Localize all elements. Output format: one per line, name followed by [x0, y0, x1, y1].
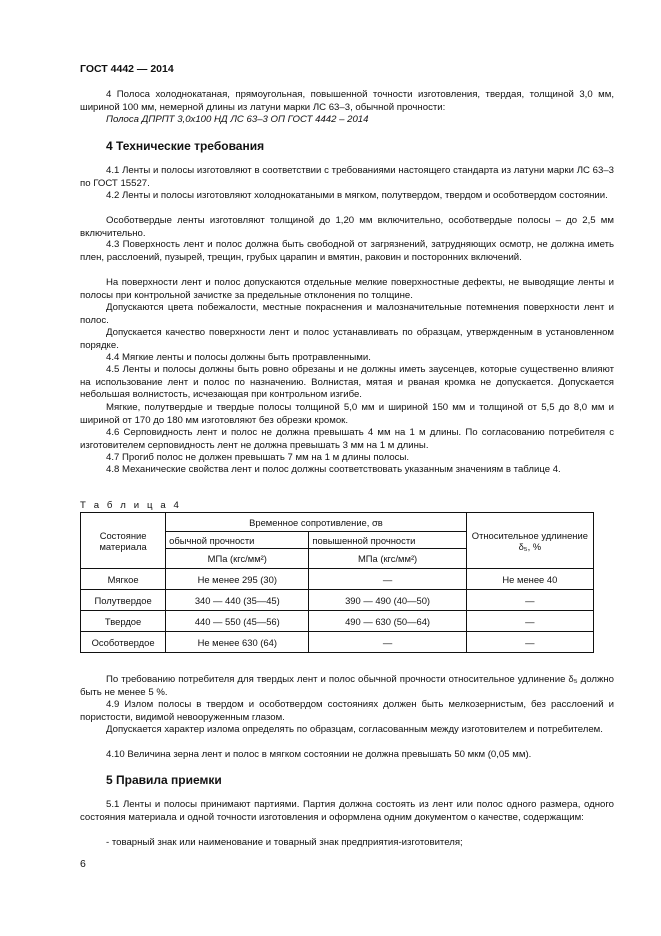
para-4-6: 4.6 Серповидность лент и полос не должна превышать 4 мм на 1 м длины. По согласованию потребителя с изготовителем серповидность лент не должна превышать 3 мм на 1 м длины.	[80, 427, 614, 451]
header-unit-high: МПа (кгс/мм²)	[309, 549, 466, 569]
cell-elongation: Не менее 40	[466, 569, 593, 590]
header-unit-normal: МПа (кгс/мм²)	[166, 549, 309, 569]
para-4-9-samples: Допускается характер излома определять по образцам, согласованным между изготовителем и потребителем.	[106, 724, 603, 735]
cell-elongation: —	[466, 590, 593, 611]
cell-high: —	[309, 632, 466, 653]
para-4-4: 4.4 Мягкие ленты и полосы должны быть протравленными.	[106, 352, 371, 363]
para-4-10: 4.10 Величина зерна лент и полос в мягком состоянии не должна превышать 50 мкм (0,05 мм).	[106, 749, 532, 760]
para-4-5-edges: Мягкие, полутвердые и твердые полосы толщиной 5,0 мм и шириной 150 мм и толщиной от 5,5 до 8,0 мм и шириной от 170 до 180 мм изготовляют без обрезки кромок.	[80, 402, 614, 426]
table-row	[81, 632, 594, 653]
list-item-trademark: - товарный знак или наименование и товарный знак предприятия-изготовителя;	[106, 837, 463, 848]
para-4-8: 4.8 Механические свойства лент и полос должны соответствовать указанным значениям в таблице 4.	[106, 464, 561, 475]
para-4-3-colors: Допускаются цвета побежалости, местные покраснения и малозначительные потемнения поверхности лент и полос.	[80, 302, 614, 326]
table-4	[80, 512, 594, 653]
cell-normal: Не менее 295 (30)	[166, 569, 309, 590]
para-4-1: 4.1 Ленты и полосы изготовляют в соответствии с требованиями настоящего стандарта из латуни марки ЛС 63–3 по ГОСТ 15527.	[80, 165, 614, 189]
para-5-1: 5.1 Ленты и полосы принимают партиями. Партия должна состоять из лент или полос одного размера, одного состояния материала и одной точности изготовления и оформлена одним документом о качестве, содержащим:	[80, 799, 614, 823]
cell-elongation: —	[466, 611, 593, 632]
example-designation: Полоса ДПРПТ 3,0х100 НД ЛС 63–3 ОП ГОСТ 4442 – 2014	[106, 114, 369, 125]
cell-state: Твердое	[81, 611, 166, 632]
table-row	[81, 569, 594, 590]
cell-normal: Не менее 630 (64)	[166, 632, 309, 653]
para-4-5: 4.5 Ленты и полосы должны быть ровно обрезаны и не должны иметь заусенцев, которые существенно влияют на использование лент и полос по назначению. Волнистая, мятая и рваная кромка не допускается. Допускается небольшая волнистость, исчезающая при контрольном изгибе.	[80, 364, 614, 401]
header-normal-strength: обычной прочности	[166, 532, 309, 549]
para-4-9: 4.9 Излом полосы в твердом и особотвердом состояниях должен быть мелкозернистым, без расслоений и пористости, видимой невооруженным глазом.	[80, 699, 614, 723]
header-elongation: Относительное удлинение δ₅, %	[466, 513, 593, 569]
para-4-3: 4.3 Поверхность лент и полос должна быть свободной от загрязнений, затрудняющих осмотр, не должна иметь плен, расслоений, пузырей, трещин, грубых царапин и вмятин, раковин и посторонних включений.	[80, 239, 614, 263]
table-row	[81, 611, 594, 632]
cell-state: Полутвердое	[81, 590, 166, 611]
table-4-caption: Т а б л и ц а 4	[80, 500, 182, 511]
header-strength: Временное сопротивление, σв	[166, 513, 467, 532]
para-4-3-defects: На поверхности лент и полос допускаются отдельные мелкие поверхностные дефекты, не выводящие ленты и полосы при контрольной зачистке за предельные отклонения по толщине.	[80, 277, 614, 301]
cell-high: —	[309, 569, 466, 590]
para-4-2: 4.2 Ленты и полосы изготовляют холоднокатаными в мягком, полутвердом, твердом и особотвердом состоянии.	[106, 190, 608, 201]
para-4-2-extra: Особотвердые ленты изготовляют толщиной до 1,20 мм включительно, особотвердые полосы – до 2,5 мм включительно.	[80, 215, 614, 239]
cell-normal: 340 — 440 (35—45)	[166, 590, 309, 611]
cell-state: Мягкое	[81, 569, 166, 590]
table-row	[81, 590, 594, 611]
cell-state: Особотвердое	[81, 632, 166, 653]
cell-normal: 440 — 550 (45—56)	[166, 611, 309, 632]
page-number: 6	[80, 858, 86, 870]
section-5-title: 5 Правила приемки	[106, 773, 222, 787]
header-high-strength: повышенной прочности	[309, 532, 466, 549]
header-state: Состояние материала	[81, 513, 166, 569]
para-4-3-samples: Допускается качество поверхности лент и полос устанавливать по образцам, утвержденным в установленном порядке.	[80, 327, 614, 351]
section-4-title: 4 Технические требования	[106, 139, 265, 153]
para-elongation-note: По требованию потребителя для твердых лент и полос обычной прочности относительное удлинение δ₅ должно быть не менее 5 %.	[80, 674, 614, 698]
cell-elongation: —	[466, 632, 593, 653]
cell-high: 490 — 630 (50—64)	[309, 611, 466, 632]
cell-high: 390 — 490 (40—50)	[309, 590, 466, 611]
para-4-7: 4.7 Прогиб полос не должен превышать 7 мм на 1 м длины полосы.	[106, 452, 410, 463]
example-paragraph: 4 Полоса холоднокатаная, прямоугольная, повышенной точности изготовления, твердая, толщиной 3,0 мм, шириной 100 мм, немерной длины из латуни марки ЛС 63–3, обычной прочности:	[80, 89, 614, 113]
document-header: ГОСТ 4442 — 2014	[80, 63, 174, 75]
